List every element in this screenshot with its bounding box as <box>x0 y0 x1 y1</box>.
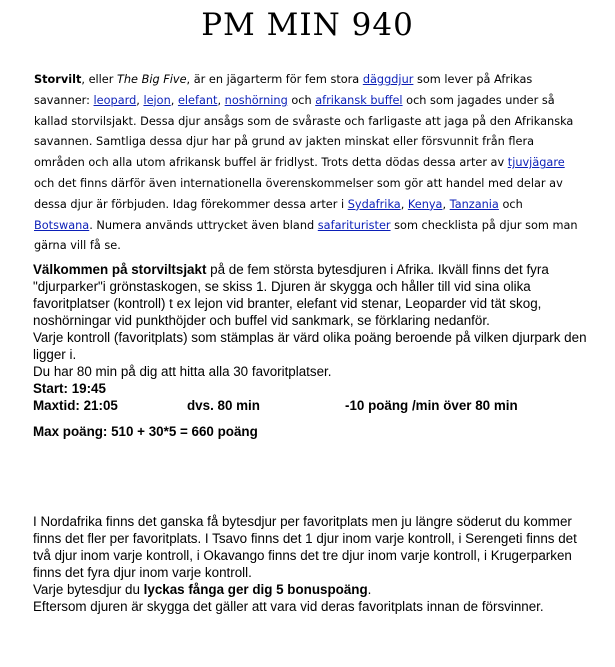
bonus-info <box>33 581 588 598</box>
park-info: I Nordafrika finns det ganska få bytesdjur per favoritplats men ju längre söderut du kommer finns det fler per favoritplats. I Tsavo finns det 1 djur inom varje kontroll, i Serengeti finns det två djur inom varje kontroll, i Okavango finns det tre djur inom varje kontroll, i Krugerparken finns det fyra djur inom varje kontroll. <box>33 514 577 580</box>
link-elefant[interactable]: elefant <box>177 93 218 107</box>
intro-text: , eller <box>81 73 117 86</box>
link-sydafrika[interactable]: Sydafrika <box>347 197 401 211</box>
intro-paragraph <box>34 70 582 257</box>
link-lejon[interactable]: lejon <box>143 93 171 107</box>
intro-text: och det finns därför även internationella överenskommelser som gör att handel med delar av dessa djur är förbjuden. Idag förekommer dessa arter i <box>34 176 563 211</box>
welcome-heading: Välkommen på storviltsjakt <box>33 262 207 277</box>
max-points: Max poäng: 510 + 30*5 = 660 poäng <box>33 424 258 439</box>
intro-text: som lever på Afrikas savanner: <box>34 73 533 107</box>
shy-animals-info: Eftersom djuren är skygga det gäller att vara vid deras favoritplats innan de försvinner. <box>33 599 544 614</box>
intro-text: och <box>498 197 523 211</box>
link-afrikansk-buffel[interactable]: afrikansk buffel <box>315 93 403 107</box>
maxtid-row <box>33 397 588 414</box>
penalty-info: -10 poäng /min över 80 min <box>345 398 518 413</box>
bonus-text: Varje bytesdjur du <box>33 582 144 597</box>
link-kenya[interactable]: Kenya <box>407 197 443 211</box>
intro-text: , är en jägarterm för fem stora <box>186 73 363 86</box>
bonus-highlight: lyckas fånga ger dig 5 bonuspoäng <box>143 582 368 597</box>
maxtid-duration: dvs. 80 min <box>187 398 260 413</box>
intro-text: , <box>400 197 408 211</box>
info-section <box>33 513 588 615</box>
welcome-section <box>33 261 588 440</box>
intro-text: , <box>217 93 225 107</box>
welcome-text: på de fem största bytesdjuren i Afrika. Ikväll finns det fyra "djurparker"i grönstaskogen, se skiss 1. Djuren är skygga och håller till vid sina olika favoritplatser (kontroll) t ex lejon vid branter, elefant vid stenar, Leoparder vid tät skog, noshörningar vid punkthöjder och buffel vid sankmark, se förklaring nedanför. <box>33 262 549 328</box>
bonus-text: . <box>367 582 372 597</box>
intro-text: , <box>170 93 178 107</box>
intro-text: och <box>287 93 316 107</box>
intro-big-five: The Big Five <box>117 73 187 86</box>
points-info: Varje kontroll (favoritplats) som stämplas är värd olika poäng beroende på vilken djurpark den ligger i. <box>33 330 587 362</box>
link-botswana[interactable]: Botswana <box>34 218 90 232</box>
intro-text: som checklista på djur som man gärna vill få se. <box>34 218 578 253</box>
maxtid: Maxtid: 21:05 <box>33 398 118 413</box>
link-daggdjur[interactable]: däggdjur <box>362 73 414 86</box>
link-tjuvjagare[interactable]: tjuvjägare <box>507 156 565 170</box>
intro-text: och som jagades under så kallad storvilsjakt. Dessa djur ansågs som de svåraste och farligaste att jaga på den Afrikanska savannen. Samtliga dessa djur har på grund av jakten minskat eller försvunnit från flera områden och alla utom afrikansk buffel är fridlyst. Trots detta dödas dessa arter av <box>34 93 574 170</box>
link-noshorning[interactable]: noshörning <box>224 93 288 107</box>
intro-term: Storvilt <box>34 73 82 86</box>
intro-text: , <box>442 197 450 211</box>
start-time: Start: 19:45 <box>33 381 106 396</box>
link-leopard[interactable]: leopard <box>93 93 137 107</box>
intro-text: . Numera används uttrycket även bland <box>89 218 318 232</box>
link-tanzania[interactable]: Tanzania <box>449 197 499 211</box>
link-safarituristere[interactable]: safariturister <box>317 218 391 232</box>
welcome-paragraph <box>33 261 588 329</box>
page-title: PM MIN 940 <box>201 7 414 43</box>
time-info: Du har 80 min på dig att hitta alla 30 favoritplatser. <box>33 364 332 379</box>
intro-text: , <box>136 93 144 107</box>
